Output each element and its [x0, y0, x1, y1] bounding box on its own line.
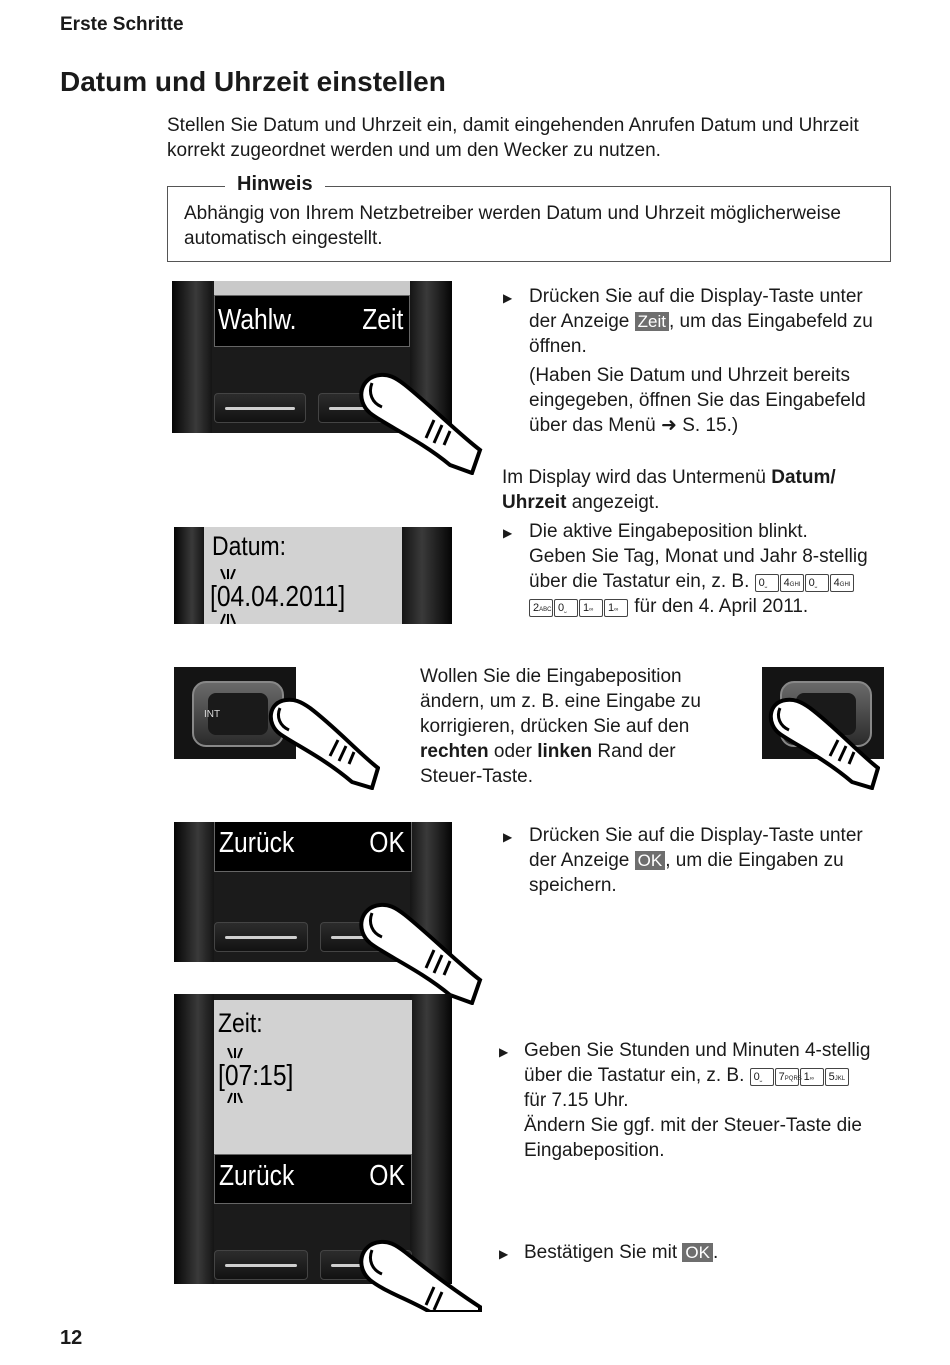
- bullet-icon: ▶: [503, 526, 513, 540]
- softkey-label-right: OK: [369, 1160, 405, 1192]
- keypad-key-2-icon: 2ABC: [529, 599, 553, 617]
- keypad-key-0-icon: 0⎵: [755, 574, 779, 592]
- keypad-key-5-icon: 5JKL: [825, 1068, 849, 1086]
- section-label: Erste Schritte: [60, 14, 184, 35]
- note-text: Abhängig von Ihrem Netzbetreiber werden Datum und Uhrzeit möglicherweise automatisch eingestellt.: [184, 203, 841, 249]
- softkey-label-left: Zurück: [219, 827, 295, 859]
- time-label: Zeit:: [218, 1008, 263, 1038]
- nav-instruction-text: Wollen Sie die Eingabeposition ändern, um z. B. eine Eingabe zu korrigieren, drücken Sie auf den rechten oder linken Rand der Steuer-Taste.: [420, 666, 701, 787]
- finger-press-icon: [762, 690, 880, 790]
- page-number: 12: [60, 1327, 83, 1349]
- left-display-key[interactable]: [214, 393, 306, 423]
- intro-text: Stellen Sie Datum und Uhrzeit ein, damit eingehenden Anrufen Datum und Uhrzeit korrekt zugeordnet werden und um den Wecker zu nutzen.: [167, 115, 859, 161]
- note-title: Hinweis: [225, 173, 325, 196]
- blink-indicator-icon: [224, 1048, 246, 1103]
- left-display-key[interactable]: [214, 922, 308, 952]
- bullet-icon: ▶: [503, 830, 513, 844]
- finger-press-icon: [350, 365, 485, 475]
- date-display: [204, 527, 402, 624]
- display-softkeys-1: [214, 295, 410, 347]
- left-display-key[interactable]: [214, 1250, 308, 1280]
- keypad-key-1-icon: 1∞: [800, 1068, 824, 1086]
- bullet-icon: ▶: [503, 291, 513, 305]
- time-display: [214, 1000, 412, 1154]
- phone-illustration-2: [174, 527, 452, 624]
- keypad-key-4-icon: 4GHI: [830, 574, 854, 592]
- bullet-icon: ▶: [499, 1247, 509, 1261]
- key-zeit-badge: Zeit: [635, 312, 669, 331]
- display-softkeys-3: [214, 822, 412, 872]
- softkey-label-right: OK: [369, 827, 405, 859]
- key-ok-badge: OK: [682, 1243, 713, 1262]
- int-label: INT: [204, 709, 221, 720]
- blink-indicator-icon: [217, 569, 239, 624]
- step-3-text: Drücken Sie auf die Display-Taste unter der Anzeige OK , um die Eingaben zu speichern.: [529, 825, 863, 896]
- page-title: Datum und Uhrzeit einstellen: [60, 66, 446, 97]
- step-2-text: Die aktive Eingabeposition blinkt. Geben Sie Tag, Monat und Jahr 8-stellig über die Tastatur ein, z. B. 0⎵ 4GHI 0⎵ 4GHI 2ABC 0⎵ 1∞ 1∞ für den 4. April 2011.: [529, 521, 868, 617]
- keypad-key-0-icon: 0⎵: [805, 574, 829, 592]
- bullet-icon: ▶: [499, 1045, 509, 1059]
- display-softkeys-4: [214, 1154, 412, 1204]
- keypad-key-1-icon: 1∞: [579, 599, 603, 617]
- time-value: [07:15]: [218, 1060, 294, 1092]
- finger-press-icon: [350, 1232, 485, 1312]
- softkey-label-left: Zurück: [219, 1160, 295, 1192]
- submenu-text: Im Display wird das Untermenü Datum/ Uhrzeit angezeigt.: [502, 467, 836, 513]
- keypad-key-1-icon: 1∞: [604, 599, 628, 617]
- step-5-text: Bestätigen Sie mit OK .: [524, 1242, 719, 1263]
- arrow-right-icon: ➜: [661, 415, 677, 436]
- finger-press-icon: [350, 895, 485, 1005]
- softkey-label-right: Zeit: [361, 304, 403, 336]
- step-1-text: Drücken Sie auf die Display-Taste unter der Anzeige Zeit , um das Eingabefeld zu öffnen.: [529, 286, 873, 357]
- finger-press-icon: [262, 690, 380, 790]
- keypad-key-7-icon: 7PQRS: [775, 1068, 799, 1086]
- date-value: [04.04.2011]: [210, 581, 346, 613]
- keypad-key-0-icon: 0⎵: [750, 1068, 774, 1086]
- date-label: Datum:: [212, 531, 286, 561]
- step-4-text: Geben Sie Stunden und Minuten 4-stellig über die Tastatur ein, z. B. 0⎵ 7PQRS 1∞ 5JKL für 7.15 Uhr. Ändern Sie ggf. mit der Steuer-Taste die Eingabeposition.: [524, 1040, 871, 1161]
- softkey-label-left: Wahlw.: [218, 304, 297, 336]
- key-ok-badge: OK: [635, 851, 666, 870]
- step-1-note: (Haben Sie Datum und Uhrzeit bereits eingegeben, öffnen Sie das Eingabefeld über das Menü ➜ S. 15.): [529, 365, 866, 436]
- keypad-key-0-icon: 0⎵: [554, 599, 578, 617]
- keypad-key-4-icon: 4GHI: [780, 574, 804, 592]
